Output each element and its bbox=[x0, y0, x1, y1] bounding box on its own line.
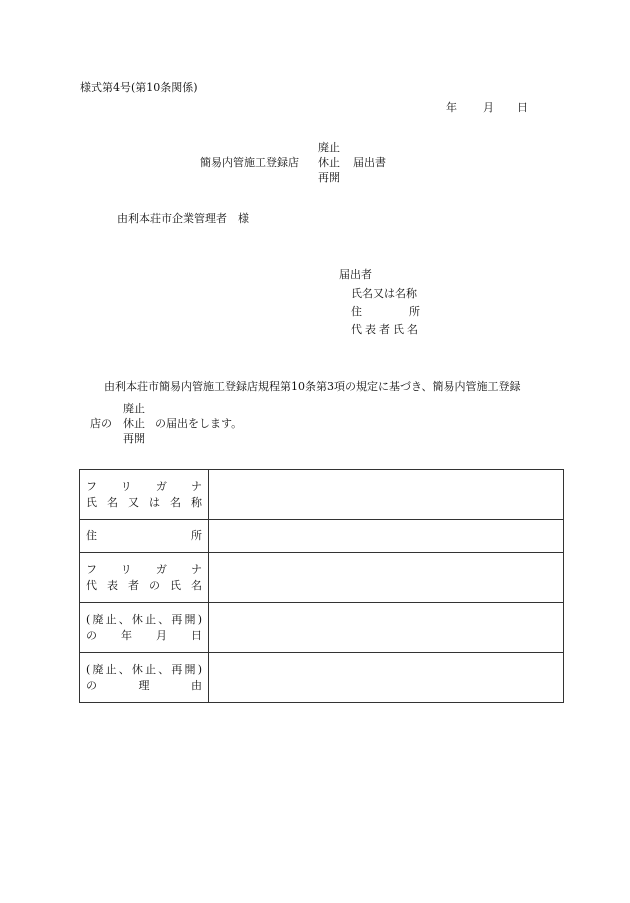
reason-options-label: (廃止、休止、再開) bbox=[86, 662, 202, 676]
table-label-cell bbox=[80, 653, 209, 703]
representative-name-label: 代表者の氏名 bbox=[86, 578, 202, 592]
notifier-name-label: 氏名又は名称 bbox=[351, 287, 417, 300]
title-option-suspend: 休止 bbox=[318, 156, 340, 169]
date-options-label: (廃止、休止、再開) bbox=[86, 612, 202, 626]
table-row bbox=[80, 470, 564, 520]
title-option-abolish: 廃止 bbox=[318, 141, 340, 154]
notifier-address-label-2: 所 bbox=[409, 305, 420, 318]
body-line-1: 由利本荘市簡易内管施工登録店規程第10条第3項の規定に基づき、簡易内管施工登録 bbox=[104, 380, 521, 393]
table-row bbox=[80, 520, 564, 553]
date-value-cell[interactable] bbox=[209, 603, 564, 653]
registration-table bbox=[79, 469, 564, 703]
reason-label: の理由 bbox=[86, 678, 202, 692]
notifier-heading: 届出者 bbox=[339, 268, 372, 281]
table-label-cell bbox=[80, 603, 209, 653]
form-number: 様式第4号(第10条関係) bbox=[80, 81, 198, 94]
date-label: の年月日 bbox=[86, 628, 202, 642]
table-label-cell bbox=[80, 553, 209, 603]
body-prefix: 店の bbox=[90, 417, 112, 430]
address-value-cell[interactable] bbox=[209, 520, 564, 553]
table-label-cell bbox=[80, 520, 209, 553]
table-row bbox=[80, 603, 564, 653]
address-label: 住所 bbox=[86, 529, 202, 542]
representative-furigana-label: フリガナ bbox=[86, 562, 202, 576]
table-label-cell bbox=[80, 470, 209, 520]
reason-value-cell[interactable] bbox=[209, 653, 564, 703]
title-option-resume: 再開 bbox=[318, 171, 340, 184]
date-year-label: 年 bbox=[446, 101, 457, 114]
body-option-resume: 再開 bbox=[123, 432, 145, 445]
addressee: 由利本荘市企業管理者 様 bbox=[117, 212, 249, 225]
body-option-suspend: 休止 bbox=[123, 417, 145, 430]
title-prefix: 簡易内管施工登録店 bbox=[200, 156, 299, 169]
furigana-label: フリガナ bbox=[86, 479, 202, 493]
body-option-abolish: 廃止 bbox=[123, 402, 145, 415]
date-day-label: 日 bbox=[517, 101, 528, 114]
date-month-label: 月 bbox=[483, 101, 494, 114]
body-suffix: の届出をします。 bbox=[155, 417, 243, 430]
notifier-address-label-1: 住 bbox=[351, 305, 362, 318]
table-row bbox=[80, 553, 564, 603]
name-label: 氏名又は名称 bbox=[86, 495, 202, 509]
table-row bbox=[80, 653, 564, 703]
representative-value-cell[interactable] bbox=[209, 553, 564, 603]
title-suffix: 届出書 bbox=[353, 156, 386, 169]
notifier-representative-label: 代表者氏名 bbox=[351, 323, 421, 336]
name-value-cell[interactable] bbox=[209, 470, 564, 520]
